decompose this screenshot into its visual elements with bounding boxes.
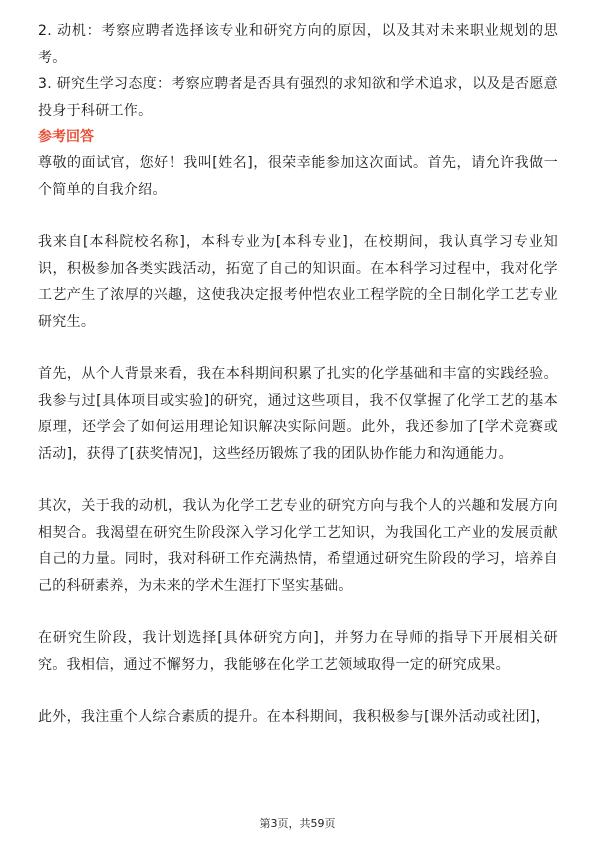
document-page (38, 18, 558, 731)
paragraph-gap (38, 599, 558, 625)
paragraph-gap (38, 678, 558, 704)
answer-heading: 参考回答 (38, 129, 94, 145)
answer-paragraph-background: 我来自[本科院校名称]，本科专业为[本科专业]，在校期间，我认真学习专业知识，积极参加各类实践活动，拓宽了自己的知识面。在本科学习过程中，我对化学工艺产生了浓厚的兴趣，这使我决定报考仲恺农业工程学院的全日制化学工艺专业研究生。 (38, 234, 558, 330)
answer-paragraph-experience: 首先，从个人背景来看，我在本科期间积累了扎实的化学基础和丰富的实践经验。我参与过[具体项目或实验]的研究，通过这些项目，我不仅掌握了化学工艺的基本原理，还学会了如何运用理论知识解决实际问题。此外，我还参加了[学术竞赛或活动]，获得了[获奖情况]，这些经历锻炼了我的团队协作能力和沟通能力。 (38, 366, 558, 462)
answer-paragraph-qualities: 此外，我注重个人综合素质的提升。在本科期间，我积极参与[课外活动或社团]， (38, 709, 551, 725)
answer-paragraph-plan: 在研究生阶段，我计划选择[具体研究方向]，并努力在导师的指导下开展相关研究。我相信，通过不懈努力，我能够在化学工艺领域取得一定的研究成果。 (38, 630, 558, 673)
answer-paragraph-motivation: 其次，关于我的动机，我认为化学工艺专业的研究方向与我个人的兴趣和发展方向相契合。我渴望在研究生阶段深入学习化学工艺知识，为我国化工产业的发展贡献自己的力量。同时，我对科研工作充满热情，希望通过研究生阶段的学习，培养自己的科研素养，为未来的学术生涯打下坚实基础。 (38, 498, 558, 594)
paragraph-gap (38, 203, 558, 229)
answer-paragraph-intro: 尊敬的面试官，您好！我叫[姓名]，很荣幸能参加这次面试。首先，请允许我做一个简单的自我介绍。 (38, 155, 558, 198)
paragraph-gap (38, 467, 558, 493)
paragraph-gap (38, 335, 558, 361)
question-2: 2. 动机：考察应聘者选择该专业和研究方向的原因，以及其对未来职业规划的思考。 (38, 23, 558, 66)
page-number-footer: 第3页，共59页 (259, 817, 336, 830)
question-3: 3. 研究生学习态度：考察应聘者是否具有强烈的求知欲和学术追求，以及是否愿意投身于科研工作。 (38, 76, 558, 119)
